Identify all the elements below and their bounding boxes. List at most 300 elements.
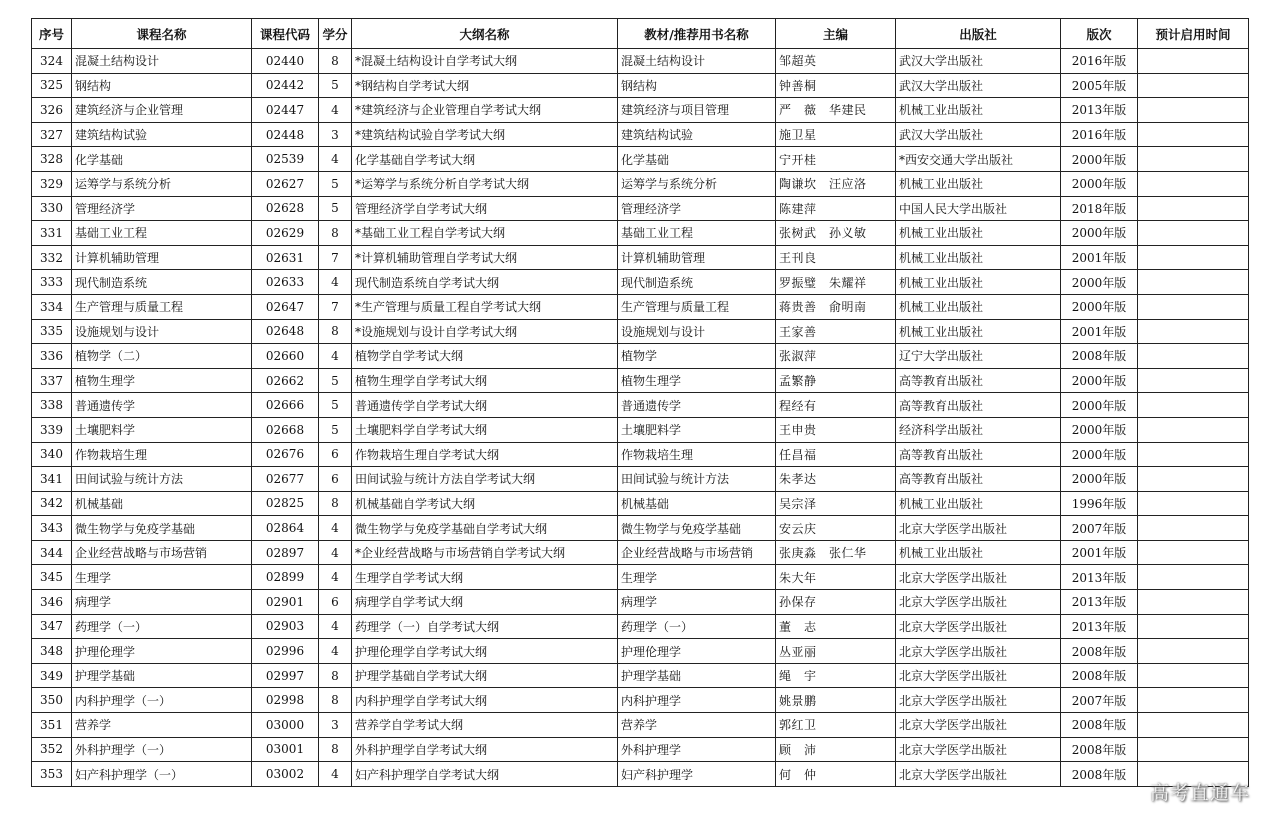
table-row: [32, 49, 1249, 74]
cell-credits: 3: [319, 713, 352, 738]
cell-syllabus-name: *钢结构自学考试大纲: [352, 73, 618, 98]
cell-planned-start: [1138, 540, 1249, 565]
cell-publisher: 机械工业出版社: [896, 540, 1061, 565]
cell-course-code: 02998: [252, 688, 319, 713]
cell-syllabus-name: *建筑结构试验自学考试大纲: [352, 122, 618, 147]
cell-seq: 349: [32, 663, 72, 688]
cell-course-code: 02539: [252, 147, 319, 172]
cell-chief-editor: 王申贵: [776, 417, 896, 442]
cell-chief-editor: 陶谦坎 汪应洛: [776, 171, 896, 196]
cell-credits: 5: [319, 417, 352, 442]
cell-textbook-name: 普通遗传学: [618, 393, 776, 418]
cell-planned-start: [1138, 196, 1249, 221]
cell-edition: 2013年版: [1061, 614, 1138, 639]
cell-credits: 6: [319, 442, 352, 467]
cell-textbook-name: 建筑结构试验: [618, 122, 776, 147]
cell-textbook-name: 田间试验与统计方法: [618, 467, 776, 492]
cell-syllabus-name: *基础工业工程自学考试大纲: [352, 221, 618, 246]
cell-course-name: 外科护理学（一）: [72, 737, 252, 762]
cell-edition: 2000年版: [1061, 221, 1138, 246]
cell-syllabus-name: 妇产科护理学自学考试大纲: [352, 762, 618, 787]
cell-seq: 340: [32, 442, 72, 467]
cell-credits: 6: [319, 467, 352, 492]
cell-syllabus-name: 病理学自学考试大纲: [352, 590, 618, 615]
table-row: [32, 171, 1249, 196]
cell-syllabus-name: *运筹学与系统分析自学考试大纲: [352, 171, 618, 196]
cell-textbook-name: 外科护理学: [618, 737, 776, 762]
table-row: [32, 639, 1249, 664]
header-course-name: 课程名称: [72, 19, 252, 49]
cell-credits: 8: [319, 319, 352, 344]
cell-publisher: 武汉大学出版社: [896, 49, 1061, 74]
cell-course-name: 现代制造系统: [72, 270, 252, 295]
cell-textbook-name: 生理学: [618, 565, 776, 590]
cell-edition: 2008年版: [1061, 737, 1138, 762]
cell-syllabus-name: 外科护理学自学考试大纲: [352, 737, 618, 762]
table-row: [32, 294, 1249, 319]
cell-publisher: 北京大学医学出版社: [896, 713, 1061, 738]
cell-course-name: 植物生理学: [72, 368, 252, 393]
table-row: [32, 614, 1249, 639]
cell-seq: 339: [32, 417, 72, 442]
cell-syllabus-name: 田间试验与统计方法自学考试大纲: [352, 467, 618, 492]
cell-course-name: 微生物学与免疫学基础: [72, 516, 252, 541]
cell-edition: 2000年版: [1061, 442, 1138, 467]
cell-textbook-name: 病理学: [618, 590, 776, 615]
cell-publisher: 北京大学医学出版社: [896, 688, 1061, 713]
cell-chief-editor: 安云庆: [776, 516, 896, 541]
cell-textbook-name: 企业经营战略与市场营销: [618, 540, 776, 565]
cell-seq: 341: [32, 467, 72, 492]
cell-course-name: 运筹学与系统分析: [72, 171, 252, 196]
cell-credits: 8: [319, 663, 352, 688]
cell-syllabus-name: 普通遗传学自学考试大纲: [352, 393, 618, 418]
cell-publisher: 机械工业出版社: [896, 221, 1061, 246]
cell-syllabus-name: 生理学自学考试大纲: [352, 565, 618, 590]
cell-chief-editor: 陈建萍: [776, 196, 896, 221]
table-body: [32, 49, 1249, 787]
cell-credits: 4: [319, 565, 352, 590]
cell-syllabus-name: 化学基础自学考试大纲: [352, 147, 618, 172]
cell-chief-editor: 宁开桂: [776, 147, 896, 172]
cell-chief-editor: 郭红卫: [776, 713, 896, 738]
cell-course-code: 02825: [252, 491, 319, 516]
cell-publisher: 北京大学医学出版社: [896, 516, 1061, 541]
cell-textbook-name: 化学基础: [618, 147, 776, 172]
cell-syllabus-name: *生产管理与质量工程自学考试大纲: [352, 294, 618, 319]
table-row: [32, 122, 1249, 147]
cell-seq: 328: [32, 147, 72, 172]
cell-textbook-name: 土壤肥料学: [618, 417, 776, 442]
cell-credits: 5: [319, 368, 352, 393]
cell-course-code: 02676: [252, 442, 319, 467]
cell-course-code: 02899: [252, 565, 319, 590]
cell-syllabus-name: 护理学基础自学考试大纲: [352, 663, 618, 688]
cell-credits: 4: [319, 540, 352, 565]
cell-course-code: 02864: [252, 516, 319, 541]
cell-publisher: *西安交通大学出版社: [896, 147, 1061, 172]
cell-course-name: 内科护理学（一）: [72, 688, 252, 713]
cell-chief-editor: 王刊良: [776, 245, 896, 270]
cell-planned-start: [1138, 442, 1249, 467]
cell-credits: 4: [319, 639, 352, 664]
cell-seq: 343: [32, 516, 72, 541]
cell-textbook-name: 机械基础: [618, 491, 776, 516]
cell-publisher: 武汉大学出版社: [896, 122, 1061, 147]
cell-planned-start: [1138, 417, 1249, 442]
cell-textbook-name: 内科护理学: [618, 688, 776, 713]
table-row: [32, 467, 1249, 492]
cell-chief-editor: 孙保存: [776, 590, 896, 615]
cell-seq: 333: [32, 270, 72, 295]
cell-publisher: 高等教育出版社: [896, 442, 1061, 467]
table-row: [32, 417, 1249, 442]
table-row: [32, 344, 1249, 369]
cell-syllabus-name: 植物生理学自学考试大纲: [352, 368, 618, 393]
table-row: [32, 565, 1249, 590]
cell-textbook-name: 混凝土结构设计: [618, 49, 776, 74]
cell-syllabus-name: 现代制造系统自学考试大纲: [352, 270, 618, 295]
table-row: [32, 196, 1249, 221]
cell-publisher: 机械工业出版社: [896, 171, 1061, 196]
table-row: [32, 762, 1249, 787]
cell-publisher: 北京大学医学出版社: [896, 639, 1061, 664]
cell-course-name: 机械基础: [72, 491, 252, 516]
cell-edition: 2008年版: [1061, 639, 1138, 664]
table-row: [32, 688, 1249, 713]
cell-credits: 5: [319, 171, 352, 196]
cell-course-code: 02997: [252, 663, 319, 688]
cell-credits: 8: [319, 221, 352, 246]
cell-course-name: 作物栽培生理: [72, 442, 252, 467]
cell-course-code: 02629: [252, 221, 319, 246]
header-publisher: 出版社: [896, 19, 1061, 49]
cell-textbook-name: 生产管理与质量工程: [618, 294, 776, 319]
cell-seq: 347: [32, 614, 72, 639]
cell-seq: 336: [32, 344, 72, 369]
cell-chief-editor: 绳 宇: [776, 663, 896, 688]
cell-textbook-name: 基础工业工程: [618, 221, 776, 246]
cell-course-code: 02996: [252, 639, 319, 664]
cell-planned-start: [1138, 98, 1249, 123]
cell-course-code: 03001: [252, 737, 319, 762]
cell-publisher: 北京大学医学出版社: [896, 614, 1061, 639]
cell-seq: 331: [32, 221, 72, 246]
cell-course-name: 企业经营战略与市场营销: [72, 540, 252, 565]
cell-course-name: 护理伦理学: [72, 639, 252, 664]
cell-edition: 2000年版: [1061, 147, 1138, 172]
cell-textbook-name: 药理学（一）: [618, 614, 776, 639]
watermark: 高考直通车: [1149, 782, 1250, 804]
cell-chief-editor: 张淑萍: [776, 344, 896, 369]
cell-publisher: 机械工业出版社: [896, 98, 1061, 123]
cell-publisher: 机械工业出版社: [896, 491, 1061, 516]
table-row: [32, 368, 1249, 393]
cell-edition: 2016年版: [1061, 49, 1138, 74]
cell-seq: 346: [32, 590, 72, 615]
cell-chief-editor: 蒋贵善 俞明南: [776, 294, 896, 319]
cell-course-code: 03002: [252, 762, 319, 787]
cell-credits: 8: [319, 688, 352, 713]
cell-course-name: 护理学基础: [72, 663, 252, 688]
cell-seq: 344: [32, 540, 72, 565]
cell-syllabus-name: 植物学自学考试大纲: [352, 344, 618, 369]
cell-chief-editor: 张庚淼 张仁华: [776, 540, 896, 565]
cell-course-code: 02633: [252, 270, 319, 295]
cell-course-name: 田间试验与统计方法: [72, 467, 252, 492]
cell-course-name: 计算机辅助管理: [72, 245, 252, 270]
cell-course-code: 02442: [252, 73, 319, 98]
cell-seq: 332: [32, 245, 72, 270]
cell-edition: 2018年版: [1061, 196, 1138, 221]
cell-course-name: 土壤肥料学: [72, 417, 252, 442]
cell-textbook-name: 钢结构: [618, 73, 776, 98]
cell-chief-editor: 顾 沛: [776, 737, 896, 762]
cell-course-code: 02448: [252, 122, 319, 147]
cell-chief-editor: 钟善桐: [776, 73, 896, 98]
table-row: [32, 393, 1249, 418]
cell-course-code: 02677: [252, 467, 319, 492]
cell-seq: 335: [32, 319, 72, 344]
cell-credits: 4: [319, 147, 352, 172]
cell-textbook-name: 设施规划与设计: [618, 319, 776, 344]
cell-planned-start: [1138, 663, 1249, 688]
table-row: [32, 98, 1249, 123]
cell-planned-start: [1138, 49, 1249, 74]
cell-publisher: 北京大学医学出版社: [896, 663, 1061, 688]
cell-textbook-name: 植物生理学: [618, 368, 776, 393]
cell-chief-editor: 罗振璧 朱耀祥: [776, 270, 896, 295]
cell-course-code: 03000: [252, 713, 319, 738]
cell-planned-start: [1138, 294, 1249, 319]
cell-textbook-name: 植物学: [618, 344, 776, 369]
cell-chief-editor: 姚景鹏: [776, 688, 896, 713]
cell-edition: 2001年版: [1061, 245, 1138, 270]
header-edition: 版次: [1061, 19, 1138, 49]
cell-course-name: 生产管理与质量工程: [72, 294, 252, 319]
cell-planned-start: [1138, 713, 1249, 738]
cell-course-name: 基础工业工程: [72, 221, 252, 246]
cell-course-code: 02662: [252, 368, 319, 393]
cell-planned-start: [1138, 565, 1249, 590]
cell-credits: 4: [319, 344, 352, 369]
cell-seq: 324: [32, 49, 72, 74]
cell-credits: 7: [319, 245, 352, 270]
cell-textbook-name: 作物栽培生理: [618, 442, 776, 467]
cell-course-name: 钢结构: [72, 73, 252, 98]
header-credits: 学分: [319, 19, 352, 49]
table-row: [32, 491, 1249, 516]
cell-syllabus-name: *混凝土结构设计自学考试大纲: [352, 49, 618, 74]
table-row: [32, 516, 1249, 541]
header-course-code: 课程代码: [252, 19, 319, 49]
cell-planned-start: [1138, 393, 1249, 418]
cell-chief-editor: 朱大年: [776, 565, 896, 590]
cell-textbook-name: 微生物学与免疫学基础: [618, 516, 776, 541]
cell-course-code: 02631: [252, 245, 319, 270]
cell-syllabus-name: 作物栽培生理自学考试大纲: [352, 442, 618, 467]
header-seq: 序号: [32, 19, 72, 49]
cell-publisher: 机械工业出版社: [896, 319, 1061, 344]
cell-course-name: 药理学（一）: [72, 614, 252, 639]
cell-credits: 4: [319, 516, 352, 541]
cell-course-code: 02668: [252, 417, 319, 442]
cell-course-code: 02903: [252, 614, 319, 639]
cell-credits: 5: [319, 393, 352, 418]
cell-credits: 6: [319, 590, 352, 615]
cell-course-code: 02660: [252, 344, 319, 369]
cell-planned-start: [1138, 245, 1249, 270]
cell-planned-start: [1138, 221, 1249, 246]
table-row: [32, 590, 1249, 615]
table-row: [32, 319, 1249, 344]
cell-publisher: 北京大学医学出版社: [896, 565, 1061, 590]
cell-course-name: 化学基础: [72, 147, 252, 172]
table-row: [32, 442, 1249, 467]
cell-credits: 8: [319, 491, 352, 516]
cell-textbook-name: 现代制造系统: [618, 270, 776, 295]
cell-publisher: 中国人民大学出版社: [896, 196, 1061, 221]
table-row: [32, 221, 1249, 246]
cell-planned-start: [1138, 467, 1249, 492]
cell-credits: 4: [319, 270, 352, 295]
cell-chief-editor: 董 志: [776, 614, 896, 639]
cell-edition: 2008年版: [1061, 344, 1138, 369]
table-row: [32, 663, 1249, 688]
cell-syllabus-name: 土壤肥料学自学考试大纲: [352, 417, 618, 442]
cell-publisher: 机械工业出版社: [896, 270, 1061, 295]
cell-seq: 329: [32, 171, 72, 196]
cell-syllabus-name: 营养学自学考试大纲: [352, 713, 618, 738]
cell-planned-start: [1138, 270, 1249, 295]
cell-publisher: 武汉大学出版社: [896, 73, 1061, 98]
cell-seq: 338: [32, 393, 72, 418]
cell-credits: 4: [319, 762, 352, 787]
cell-syllabus-name: 管理经济学自学考试大纲: [352, 196, 618, 221]
cell-syllabus-name: *企业经营战略与市场营销自学考试大纲: [352, 540, 618, 565]
cell-course-name: 病理学: [72, 590, 252, 615]
cell-planned-start: [1138, 368, 1249, 393]
cell-course-name: 建筑结构试验: [72, 122, 252, 147]
cell-edition: 2013年版: [1061, 98, 1138, 123]
cell-publisher: 高等教育出版社: [896, 467, 1061, 492]
cell-syllabus-name: *建筑经济与企业管理自学考试大纲: [352, 98, 618, 123]
cell-publisher: 经济科学出版社: [896, 417, 1061, 442]
cell-publisher: 北京大学医学出版社: [896, 590, 1061, 615]
cell-course-code: 02647: [252, 294, 319, 319]
cell-seq: 334: [32, 294, 72, 319]
cell-course-code: 02901: [252, 590, 319, 615]
cell-seq: 337: [32, 368, 72, 393]
cell-chief-editor: 任昌福: [776, 442, 896, 467]
cell-course-code: 02440: [252, 49, 319, 74]
cell-syllabus-name: 护理伦理学自学考试大纲: [352, 639, 618, 664]
cell-syllabus-name: 机械基础自学考试大纲: [352, 491, 618, 516]
cell-planned-start: [1138, 639, 1249, 664]
cell-seq: 345: [32, 565, 72, 590]
cell-credits: 7: [319, 294, 352, 319]
cell-textbook-name: 营养学: [618, 713, 776, 738]
cell-textbook-name: 妇产科护理学: [618, 762, 776, 787]
cell-edition: 2005年版: [1061, 73, 1138, 98]
cell-publisher: 北京大学医学出版社: [896, 737, 1061, 762]
cell-credits: 4: [319, 614, 352, 639]
cell-chief-editor: 施卫星: [776, 122, 896, 147]
cell-chief-editor: 朱孝达: [776, 467, 896, 492]
cell-edition: 2000年版: [1061, 270, 1138, 295]
cell-course-code: 02897: [252, 540, 319, 565]
cell-syllabus-name: *设施规划与设计自学考试大纲: [352, 319, 618, 344]
cell-edition: 2000年版: [1061, 294, 1138, 319]
cell-chief-editor: 孟繁静: [776, 368, 896, 393]
cell-planned-start: [1138, 491, 1249, 516]
cell-textbook-name: 计算机辅助管理: [618, 245, 776, 270]
header-textbook-name: 教材/推荐用书名称: [618, 19, 776, 49]
header-syllabus-name: 大纲名称: [352, 19, 618, 49]
cell-publisher: 机械工业出版社: [896, 245, 1061, 270]
cell-seq: 348: [32, 639, 72, 664]
cell-planned-start: [1138, 122, 1249, 147]
cell-chief-editor: 吴宗泽: [776, 491, 896, 516]
cell-edition: 2000年版: [1061, 368, 1138, 393]
table-row: [32, 73, 1249, 98]
cell-planned-start: [1138, 73, 1249, 98]
cell-seq: 351: [32, 713, 72, 738]
cell-edition: 2000年版: [1061, 393, 1138, 418]
cell-edition: 2013年版: [1061, 590, 1138, 615]
table-row: [32, 270, 1249, 295]
cell-syllabus-name: *计算机辅助管理自学考试大纲: [352, 245, 618, 270]
cell-planned-start: [1138, 171, 1249, 196]
header-planned-start: 预计启用时间: [1138, 19, 1249, 49]
cell-seq: 326: [32, 98, 72, 123]
cell-chief-editor: 严 薇 华建民: [776, 98, 896, 123]
table-row: [32, 245, 1249, 270]
table-row: [32, 540, 1249, 565]
cell-edition: 2008年版: [1061, 762, 1138, 787]
cell-edition: 2000年版: [1061, 467, 1138, 492]
cell-planned-start: [1138, 147, 1249, 172]
cell-syllabus-name: 内科护理学自学考试大纲: [352, 688, 618, 713]
cell-course-name: 设施规划与设计: [72, 319, 252, 344]
cell-edition: 2001年版: [1061, 540, 1138, 565]
cell-course-code: 02627: [252, 171, 319, 196]
cell-edition: 2008年版: [1061, 663, 1138, 688]
table-row: [32, 147, 1249, 172]
cell-edition: 2000年版: [1061, 171, 1138, 196]
cell-textbook-name: 管理经济学: [618, 196, 776, 221]
cell-seq: 342: [32, 491, 72, 516]
cell-planned-start: [1138, 319, 1249, 344]
cell-planned-start: [1138, 737, 1249, 762]
cell-credits: 4: [319, 98, 352, 123]
cell-course-code: 02628: [252, 196, 319, 221]
cell-publisher: 高等教育出版社: [896, 393, 1061, 418]
cell-publisher: 北京大学医学出版社: [896, 762, 1061, 787]
cell-publisher: 机械工业出版社: [896, 294, 1061, 319]
cell-syllabus-name: 微生物学与免疫学基础自学考试大纲: [352, 516, 618, 541]
cell-planned-start: [1138, 688, 1249, 713]
cell-chief-editor: 王家善: [776, 319, 896, 344]
cell-course-name: 妇产科护理学（一）: [72, 762, 252, 787]
cell-seq: 327: [32, 122, 72, 147]
cell-syllabus-name: 药理学（一）自学考试大纲: [352, 614, 618, 639]
cell-edition: 2007年版: [1061, 516, 1138, 541]
cell-planned-start: [1138, 344, 1249, 369]
cell-seq: 350: [32, 688, 72, 713]
cell-credits: 5: [319, 73, 352, 98]
cell-credits: 8: [319, 737, 352, 762]
